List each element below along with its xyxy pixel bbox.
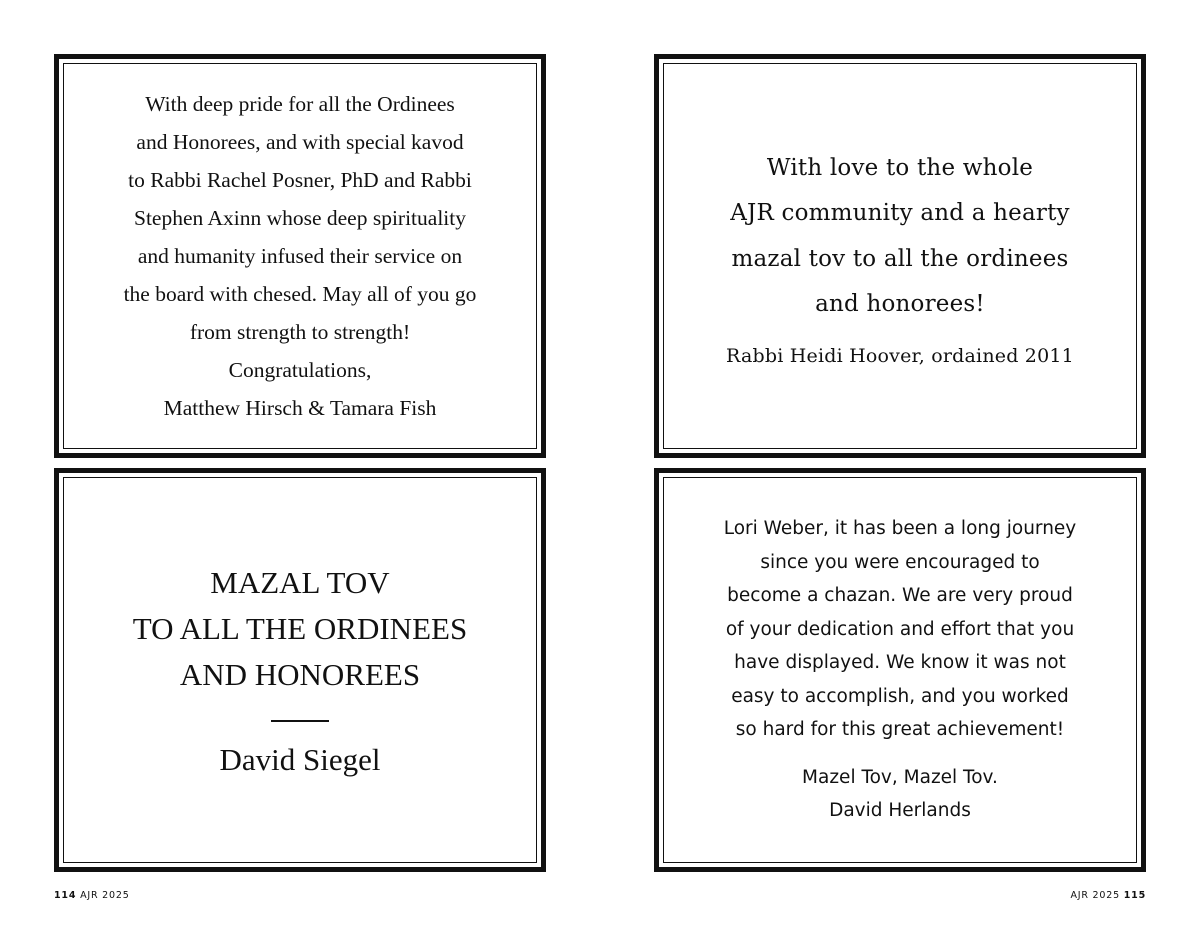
signature: Rabbi Heidi Hoover, ordained 2011: [726, 344, 1074, 367]
message-line: AND HONOREES: [179, 657, 421, 692]
message-line: have displayed. We know it was not: [734, 652, 1066, 674]
message-line: MAZAL TOV: [210, 565, 390, 600]
message-line: mazal tov to all the ordinees: [731, 245, 1069, 272]
message-block: [730, 146, 1070, 328]
message-line: to Rabbi Rachel Posner, PhD and Rabbi: [128, 168, 472, 192]
signature-line: Mazel Tov, Mazel Tov.: [802, 766, 998, 788]
message-line: of your dedication and effort that you: [725, 618, 1075, 640]
tribute-card-hoover: [654, 54, 1146, 458]
message-line: TO ALL THE ORDINEES: [132, 611, 468, 646]
message-line: Congratulations,: [228, 358, 372, 382]
message-line: and honorees!: [815, 291, 985, 317]
card-inner-border: [63, 477, 537, 863]
message-line: since you were encouraged to: [760, 551, 1040, 573]
message-line: become a chazan. We are very proud: [727, 585, 1073, 607]
message-line: Stephen Axinn whose deep spirituality: [133, 206, 466, 230]
message-line: the board with chesed. May all of you go: [123, 282, 477, 306]
message-line: easy to accomplish, and you worked: [731, 685, 1069, 707]
message-line: and Honorees, and with special kavod: [136, 130, 464, 154]
message-line: With love to the whole: [766, 154, 1034, 181]
message-line: AJR community and a hearty: [730, 200, 1070, 226]
card-inner-border: [663, 477, 1137, 863]
message-line: and humanity infused their service on: [137, 244, 463, 268]
signature: David Siegel: [219, 742, 381, 777]
message-line: Lori Weber, it has been a long journey: [723, 518, 1077, 540]
page-number: 115: [1123, 890, 1146, 901]
card-inner-border: [663, 63, 1137, 449]
card-inner-border: [63, 63, 537, 449]
signature-block: [802, 761, 998, 828]
divider-rule: [271, 720, 329, 722]
message-line: from strength to strength!: [189, 320, 411, 344]
signature: Matthew Hirsch & Tamara Fish: [163, 396, 437, 420]
tribute-card-hirsch-fish: [54, 54, 546, 458]
page-footer-left: [54, 890, 130, 901]
signature-line: David Herlands: [829, 800, 971, 822]
page-number: 114: [54, 890, 77, 901]
tribute-card-siegel: [54, 468, 546, 872]
message-block: [724, 512, 1077, 747]
publication-label: AJR 2025: [1070, 890, 1120, 901]
page-footer-right: [1070, 890, 1146, 901]
publication-label: AJR 2025: [80, 890, 130, 901]
message-line: With deep pride for all the Ordinees: [145, 92, 455, 116]
message-line: so hard for this great achievement!: [735, 719, 1065, 741]
message-block: [133, 560, 467, 698]
tribute-card-herlands: [654, 468, 1146, 872]
